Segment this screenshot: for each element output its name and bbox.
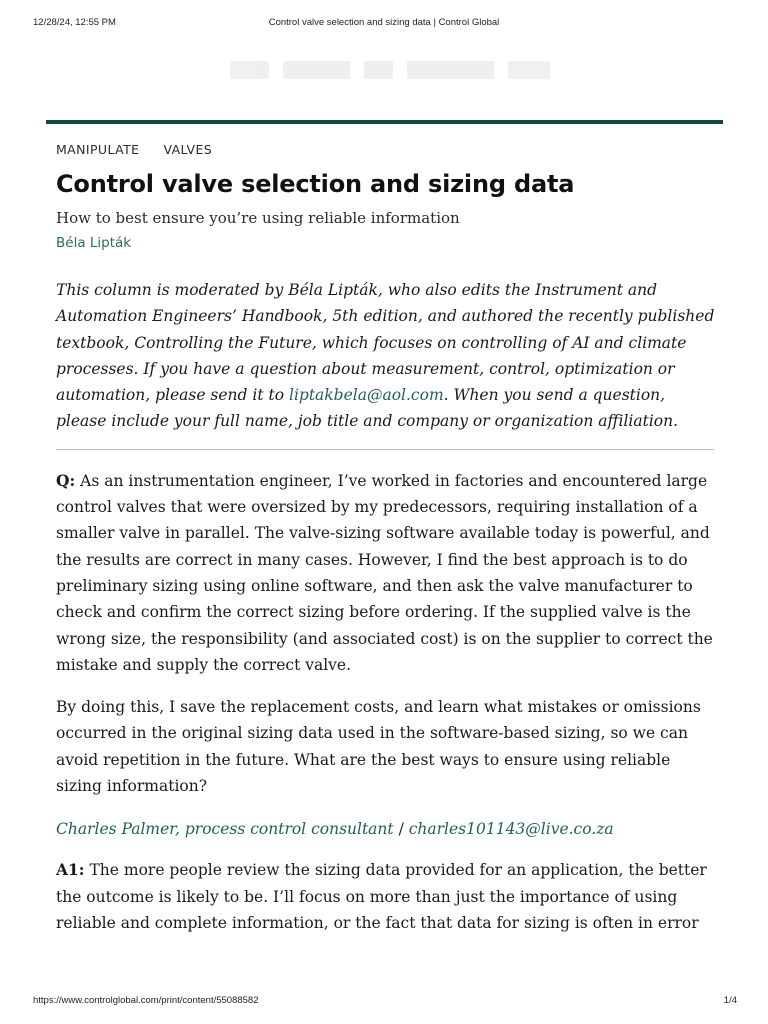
- questioner-name[interactable]: Charles Palmer, process control consultant: [56, 820, 394, 839]
- print-header: [0, 17, 768, 31]
- question-text: As an instrumentation engineer, I’ve worked in factories and encountered large control valves that were oversized by my predecessors, requiring installation of a smaller valve in parallel. The valve-sizing software available today is powerful, and the results are correct in many cases. However, I find the best approach is to do preliminary sizing using online software, and then ask the valve manufacturer to check and confirm the correct sizing before ordering. If the supplied valve is the wrong size, the responsibility (and associated cost) is on the supplier to correct the mistake and supply the correct valve.: [56, 471, 713, 674]
- tag-valves[interactable]: VALVES: [163, 142, 213, 157]
- question-paragraph-2: By doing this, I save the replacement costs, and learn what mistakes or omissions occurred in the original sizing data used in the software-based sizing, so we can avoid repetition in the future. What are the best ways to ensure using reliable sizing information?: [56, 698, 701, 796]
- article-subtitle: How to best ensure you’re using reliable information: [56, 209, 460, 227]
- faded-site-logo: [230, 56, 550, 84]
- question-paragraph: [56, 468, 716, 678]
- article-title: Control valve selection and sizing data: [56, 170, 575, 198]
- print-url: https://www.controlglobal.com/print/content/55088582: [33, 995, 259, 1006]
- print-page-title: Control valve selection and sizing data | Control Global: [268, 17, 500, 28]
- author-link[interactable]: Béla Lipták: [56, 235, 132, 251]
- moderator-intro: [56, 277, 716, 435]
- print-datetime: 12/28/24, 12:55 PM: [33, 17, 116, 28]
- tag-manipulate[interactable]: MANIPULATE: [56, 142, 140, 157]
- answer-label: A1:: [56, 860, 85, 880]
- print-footer: [0, 995, 768, 1009]
- header-rule: [46, 120, 723, 124]
- intro-email-link[interactable]: liptakbela@aol.com: [288, 386, 444, 405]
- intro-text-after: . When you send a question, please include your full name, job title and company or organization affiliation.: [56, 386, 679, 431]
- byline-separator: /: [393, 820, 409, 839]
- article: [56, 140, 716, 936]
- questioner-email-link[interactable]: charles101143@live.co.za: [408, 820, 614, 839]
- question-label: Q:: [56, 470, 76, 490]
- intro-text-before: This column is moderated by Béla Lipták, who also edits the Instrument and Automation Engineers’ Handbook, 5th edition, and authored the recently published textbook, Controlling the Future, which focuses on controlling of AI and climate processes. If you have a question about measurement, control, optimization or automation, please send it to: [56, 281, 715, 405]
- questioner-byline: [56, 816, 716, 842]
- answer-text: The more people review the sizing data provided for an application, the better the outcome is likely to be. I’ll focus on more than just the importance of using reliable and complete information, or the fact that data for sizing is often in error: [56, 861, 707, 932]
- article-tags: [56, 140, 716, 160]
- print-page-number: 1/4: [723, 995, 737, 1006]
- answer-paragraph: [56, 857, 716, 936]
- section-divider: [56, 449, 714, 450]
